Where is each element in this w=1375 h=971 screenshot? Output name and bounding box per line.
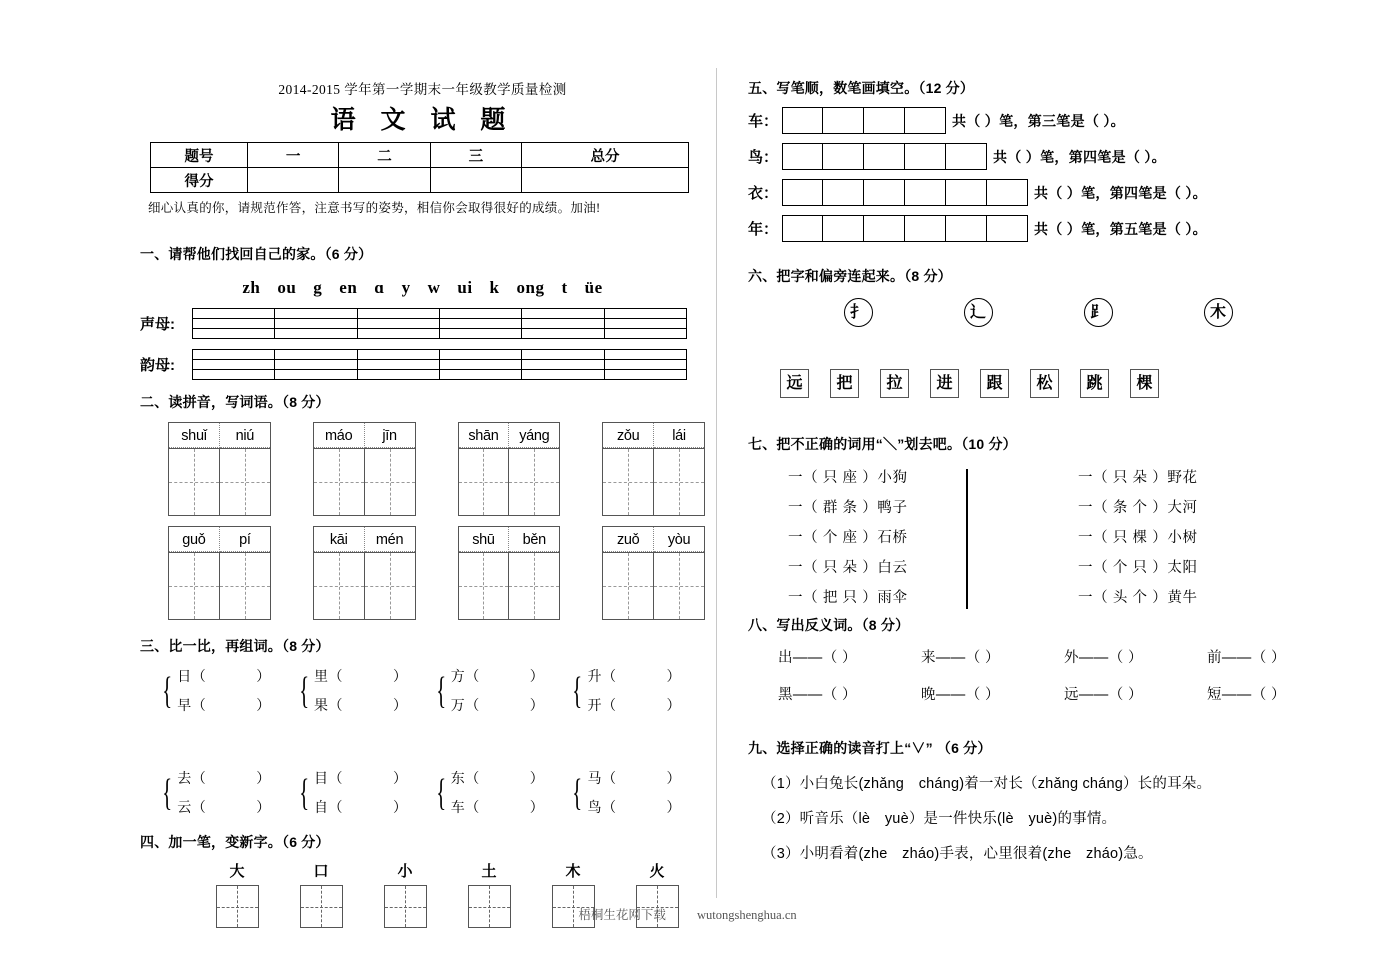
antonym-item[interactable]: 出——（ ） xyxy=(778,650,857,666)
compare-top: 里（ ） xyxy=(314,668,408,684)
stroke-order-character: 鸟： xyxy=(748,149,779,166)
measure-word-item[interactable]: 一（ 群 条 ）鸭子 xyxy=(788,500,908,516)
pinyin-syllable: guǒ xyxy=(169,527,220,552)
score-table-col-total: 总分 xyxy=(521,143,688,168)
stroke-cell[interactable] xyxy=(987,215,1028,242)
writing-cells[interactable] xyxy=(602,448,705,516)
measure-word-column-left xyxy=(748,463,1028,613)
pinyin-letter: y xyxy=(401,278,411,297)
radical-wood-icon[interactable]: 木 xyxy=(1204,298,1233,327)
score-cell-3[interactable] xyxy=(430,168,521,193)
stroke-cell[interactable] xyxy=(864,179,905,206)
tianzige-cell[interactable] xyxy=(219,449,270,515)
radical-hand-icon[interactable]: 扌 xyxy=(844,298,873,327)
stroke-cell[interactable] xyxy=(864,143,905,170)
stroke-order-character: 年： xyxy=(748,221,779,238)
pinyin-syllable: zǒu xyxy=(603,423,654,448)
antonym-item[interactable]: 来——（ ） xyxy=(921,650,1000,666)
compare-bottom: 云（ ） xyxy=(177,799,271,815)
writing-cells[interactable] xyxy=(168,448,271,516)
brace-icon: { xyxy=(162,670,173,712)
stroke-cell[interactable] xyxy=(782,107,823,134)
measure-word-item[interactable]: 一（ 把 只 ）雨伞 xyxy=(788,590,908,606)
compare-bottom: 车（ ） xyxy=(450,799,545,815)
pinyin-letter: g xyxy=(313,278,323,297)
tianzige-cell[interactable] xyxy=(169,553,219,619)
stroke-order-row xyxy=(748,215,1360,242)
stroke-cell[interactable] xyxy=(905,215,946,242)
stroke-cell[interactable] xyxy=(946,179,987,206)
stroke-cell[interactable] xyxy=(987,179,1028,206)
pinyin-hint xyxy=(313,526,416,552)
brace-icon: { xyxy=(435,772,446,814)
pinyin-syllable: zuǒ xyxy=(603,527,654,552)
stroke-cell[interactable] xyxy=(946,143,987,170)
pinyin-syllable: yòu xyxy=(654,527,704,552)
table-row xyxy=(193,319,687,329)
match-character[interactable]: 远 xyxy=(780,369,809,398)
finals-label: 韵母: xyxy=(140,357,175,374)
compare-bottom: 果（ ） xyxy=(314,697,408,713)
measure-word-item[interactable]: 一（ 头 个 ）黄牛 xyxy=(1078,590,1198,606)
measure-word-item[interactable]: 一（ 只 棵 ）小树 xyxy=(1078,530,1198,546)
stroke-count-text[interactable]: 共（ ）笔，第四笔是（ ）。 xyxy=(993,148,1166,165)
source-character: 土 xyxy=(481,863,497,880)
stroke-order-cells[interactable] xyxy=(782,143,987,170)
stroke-cell[interactable] xyxy=(782,179,823,206)
pinyin-letter: üe xyxy=(584,278,603,297)
tianzige-cell[interactable] xyxy=(603,449,653,515)
finals-answer-grid[interactable] xyxy=(192,349,687,380)
compare-pair xyxy=(158,764,295,822)
question-9-heading: 九、选择正确的读音打上“∨” （6 分） xyxy=(748,740,992,756)
tianzige-cell[interactable] xyxy=(459,553,509,619)
score-table-row-label: 得分 xyxy=(151,168,248,193)
pinyin-syllable: jīn xyxy=(365,423,415,448)
pinyin-letters-row xyxy=(140,278,705,298)
pinyin-letter: k xyxy=(489,278,500,297)
compare-bottom: 鸟（ ） xyxy=(587,799,681,815)
pinyin-syllable: shū xyxy=(459,527,510,552)
pinyin-syllable: niú xyxy=(220,423,270,448)
compare-top: 方（ ） xyxy=(450,668,545,684)
stroke-order-row xyxy=(748,179,1360,206)
compare-row-2 xyxy=(158,764,705,822)
character-row xyxy=(780,369,1360,398)
stroke-count-text[interactable]: 共（ ）笔，第三笔是（ ）。 xyxy=(952,112,1125,129)
compare-bottom: 自（ ） xyxy=(314,799,408,815)
table-row xyxy=(193,309,687,319)
brace-icon: { xyxy=(298,670,309,712)
brace-icon: { xyxy=(435,670,446,712)
pronunciation-item[interactable]: （1）小白兔长(zhǎng cháng)着一对长（zhǎng cháng）长的耳朵。 xyxy=(762,776,1212,792)
question-2-heading: 二、读拼音，写词语。（8 分） xyxy=(140,394,330,410)
question-6-heading: 六、把字和偏旁连起来。（8 分） xyxy=(748,268,952,284)
pinyin-word-box[interactable] xyxy=(602,526,705,620)
stroke-count-text[interactable]: 共（ ）笔，第五笔是（ ）。 xyxy=(1034,220,1207,237)
pinyin-word-box[interactable] xyxy=(458,526,561,620)
measure-word-item[interactable]: 一（ 个 座 ）石桥 xyxy=(788,530,908,546)
measure-word-section xyxy=(748,463,1360,613)
pinyin-hint xyxy=(458,526,561,552)
compare-pair xyxy=(432,764,569,822)
pinyin-syllable: shuǐ xyxy=(169,423,220,448)
score-cell-total[interactable] xyxy=(521,168,688,193)
match-character[interactable]: 进 xyxy=(930,369,959,398)
tianzige-cell[interactable] xyxy=(219,553,270,619)
match-character[interactable]: 棵 xyxy=(1130,369,1159,398)
score-cell-1[interactable] xyxy=(248,168,339,193)
radical-foot-icon[interactable]: ⻊ xyxy=(1084,298,1113,327)
measure-word-item[interactable]: 一（ 只 座 ）小狗 xyxy=(788,470,908,486)
tianzige-cell[interactable] xyxy=(653,553,704,619)
stroke-cell[interactable] xyxy=(905,179,946,206)
pinyin-letter: ong xyxy=(516,278,545,297)
tianzige-cell[interactable] xyxy=(508,449,559,515)
stroke-cell[interactable] xyxy=(905,107,946,134)
compare-bottom: 开（ ） xyxy=(587,697,681,713)
table-row xyxy=(193,329,687,339)
pronunciation-item[interactable]: （2）听音乐（lè yuè）是一件快乐(lè yuè)的事情。 xyxy=(762,811,1117,827)
pinyin-syllable: pí xyxy=(220,527,270,552)
pinyin-word-box[interactable] xyxy=(602,422,705,516)
radical-row xyxy=(798,298,1360,327)
writing-cells[interactable] xyxy=(313,448,416,516)
writing-cells[interactable] xyxy=(458,448,561,516)
stroke-cell[interactable] xyxy=(864,107,905,134)
brace-icon: { xyxy=(572,670,583,712)
stroke-cell[interactable] xyxy=(864,215,905,242)
antonym-row-1 xyxy=(748,646,1360,667)
brace-icon: { xyxy=(162,772,173,814)
question-5-heading: 五、写笔顺，数笔画填空。（12 分） xyxy=(748,80,975,96)
stroke-cell[interactable] xyxy=(905,143,946,170)
initials-answer-row xyxy=(140,308,705,339)
score-table-col-1: 一 xyxy=(248,143,339,168)
score-table xyxy=(150,142,689,193)
compare-top: 目（ ） xyxy=(314,770,408,786)
compare-bottom: 早（ ） xyxy=(177,697,271,713)
compare-top: 升（ ） xyxy=(587,668,681,684)
pinyin-syllable: shān xyxy=(459,423,510,448)
table-row xyxy=(193,360,687,370)
table-row xyxy=(193,370,687,380)
question-7-heading: 七、把不正确的词用“＼”划去吧。（10 分） xyxy=(748,436,1017,452)
score-table-row-label: 题号 xyxy=(151,143,248,168)
stroke-order-cells[interactable] xyxy=(782,215,1028,242)
compare-pair xyxy=(295,662,432,720)
tianzige-cell[interactable] xyxy=(459,449,509,515)
pinyin-hint xyxy=(602,422,705,448)
writing-cells[interactable] xyxy=(458,552,561,620)
match-character[interactable]: 把 xyxy=(830,369,859,398)
measure-word-divider xyxy=(966,469,968,609)
finals-answer-row xyxy=(140,349,705,380)
measure-word-item[interactable]: 一（ 只 朵 ）白云 xyxy=(788,560,908,576)
pinyin-letter: ui xyxy=(457,278,473,297)
antonym-item[interactable]: 前——（ ） xyxy=(1207,650,1286,666)
document-title: 语 文 试 题 xyxy=(330,106,515,134)
table-row xyxy=(193,350,687,360)
measure-word-item[interactable]: 一（ 个 只 ）太阳 xyxy=(1078,560,1198,576)
match-character[interactable]: 松 xyxy=(1030,369,1059,398)
pinyin-letter: ɑ xyxy=(374,278,385,297)
pinyin-word-box[interactable] xyxy=(313,422,416,516)
measure-word-column-right xyxy=(1028,463,1308,613)
match-character[interactable]: 跳 xyxy=(1080,369,1109,398)
antonym-item[interactable]: 晚——（ ） xyxy=(921,687,1000,703)
pinyin-word-row-2 xyxy=(168,526,705,620)
stroke-order-cells[interactable] xyxy=(782,179,1028,206)
pinyin-word-row-1 xyxy=(168,422,705,516)
pinyin-syllable: mén xyxy=(365,527,415,552)
stroke-count-text[interactable]: 共（ ）笔，第四笔是（ ）。 xyxy=(1034,184,1207,201)
stroke-order-cells[interactable] xyxy=(782,107,946,134)
measure-word-item[interactable]: 一（ 条 个 ）大河 xyxy=(1078,500,1198,516)
radical-walk-icon[interactable]: 辶 xyxy=(964,298,993,327)
tianzige-cell[interactable] xyxy=(508,553,559,619)
compare-pair xyxy=(568,764,705,822)
tianzige-cell[interactable] xyxy=(314,449,364,515)
footer-site-url: wutongshenghua.cn xyxy=(697,908,797,922)
pinyin-letter: w xyxy=(427,278,441,297)
source-character: 木 xyxy=(565,863,581,880)
score-table-col-3: 三 xyxy=(430,143,521,168)
antonym-item[interactable]: 外——（ ） xyxy=(1064,650,1143,666)
stroke-cell[interactable] xyxy=(946,215,987,242)
table-row xyxy=(151,143,689,168)
stroke-cell[interactable] xyxy=(782,143,823,170)
exam-instruction: 细心认真的你，请规范作答，注意书写的姿势，相信你会取得很好的成绩。加油! xyxy=(148,201,601,215)
question-3-heading: 三、比一比，再组词。（8 分） xyxy=(140,638,330,654)
brace-icon: { xyxy=(572,772,583,814)
pinyin-letter: t xyxy=(561,278,568,297)
pinyin-hint xyxy=(602,526,705,552)
score-cell-2[interactable] xyxy=(339,168,430,193)
tianzige-cell[interactable] xyxy=(364,449,415,515)
antonym-item[interactable]: 短——（ ） xyxy=(1207,687,1286,703)
add-stroke-characters xyxy=(195,860,705,881)
writing-cells[interactable] xyxy=(168,552,271,620)
footer-watermark xyxy=(0,905,1375,923)
stroke-cell[interactable] xyxy=(823,143,864,170)
measure-word-item[interactable]: 一（ 只 朵 ）野花 xyxy=(1078,470,1198,486)
pinyin-word-box[interactable] xyxy=(458,422,561,516)
table-row xyxy=(151,168,689,193)
source-character: 火 xyxy=(649,863,665,880)
compare-pair xyxy=(295,764,432,822)
page-center-divider xyxy=(716,68,717,898)
pinyin-syllable: lái xyxy=(654,423,704,448)
tianzige-cell[interactable] xyxy=(653,449,704,515)
antonym-item[interactable]: 黑——（ ） xyxy=(778,687,857,703)
tianzige-cell[interactable] xyxy=(364,553,415,619)
document-subtitle: 2014-2015 学年第一学期末一年级教学质量检测 xyxy=(278,82,567,97)
score-table-col-2: 二 xyxy=(339,143,430,168)
question-1-heading: 一、请帮他们找回自己的家。（6 分） xyxy=(140,246,373,262)
pinyin-hint xyxy=(458,422,561,448)
footer-site-name-cn: 梧桐生花网下载 xyxy=(578,908,666,922)
pinyin-syllable: máo xyxy=(314,423,365,448)
match-character[interactable]: 拉 xyxy=(880,369,909,398)
tianzige-cell[interactable] xyxy=(603,553,653,619)
stroke-order-row xyxy=(748,107,1360,134)
initials-answer-grid[interactable] xyxy=(192,308,687,339)
pinyin-hint xyxy=(168,526,271,552)
tianzige-cell[interactable] xyxy=(314,553,364,619)
pinyin-syllable: běn xyxy=(509,527,559,552)
pinyin-letter: zh xyxy=(242,278,261,297)
pronunciation-item[interactable]: （3）小明看着(zhe zháo)手表，心里很着(zhe zháo)急。 xyxy=(762,846,1153,862)
pinyin-syllable: kāi xyxy=(314,527,365,552)
pinyin-hint xyxy=(313,422,416,448)
stroke-cell[interactable] xyxy=(782,215,823,242)
pinyin-hint xyxy=(168,422,271,448)
pinyin-letter: en xyxy=(339,278,358,297)
pinyin-word-box[interactable] xyxy=(168,422,271,516)
pinyin-syllable: yáng xyxy=(509,423,559,448)
left-column xyxy=(140,78,705,928)
compare-bottom: 万（ ） xyxy=(450,697,545,713)
source-character: 大 xyxy=(229,863,245,880)
antonym-row-2 xyxy=(748,683,1360,704)
pinyin-letter: ou xyxy=(277,278,297,297)
writing-cells[interactable] xyxy=(313,552,416,620)
writing-cells[interactable] xyxy=(602,552,705,620)
right-column xyxy=(748,78,1360,863)
source-character: 小 xyxy=(397,863,413,880)
stroke-order-row xyxy=(748,143,1360,170)
initials-label: 声母: xyxy=(140,316,175,333)
tianzige-cell[interactable] xyxy=(169,449,219,515)
pinyin-word-box[interactable] xyxy=(168,526,271,620)
stroke-order-character: 衣： xyxy=(748,185,779,202)
antonym-item[interactable]: 远——（ ） xyxy=(1064,687,1143,703)
stroke-cell[interactable] xyxy=(823,179,864,206)
question-8-heading: 八、写出反义词。（8 分） xyxy=(748,617,910,633)
brace-icon: { xyxy=(298,772,309,814)
compare-top: 日（ ） xyxy=(177,668,271,684)
compare-pair xyxy=(158,662,295,720)
compare-row-1 xyxy=(158,662,705,720)
pinyin-word-box[interactable] xyxy=(313,526,416,620)
question-4-heading: 四、加一笔，变新字。（6 分） xyxy=(140,834,330,850)
stroke-order-character: 车： xyxy=(748,113,779,130)
compare-top: 去（ ） xyxy=(177,770,271,786)
compare-top: 东（ ） xyxy=(450,770,545,786)
source-character: 口 xyxy=(313,863,329,880)
compare-pair xyxy=(568,662,705,720)
match-character[interactable]: 跟 xyxy=(980,369,1009,398)
compare-top: 马（ ） xyxy=(587,770,681,786)
stroke-cell[interactable] xyxy=(823,107,864,134)
stroke-cell[interactable] xyxy=(823,215,864,242)
compare-pair xyxy=(432,662,569,720)
